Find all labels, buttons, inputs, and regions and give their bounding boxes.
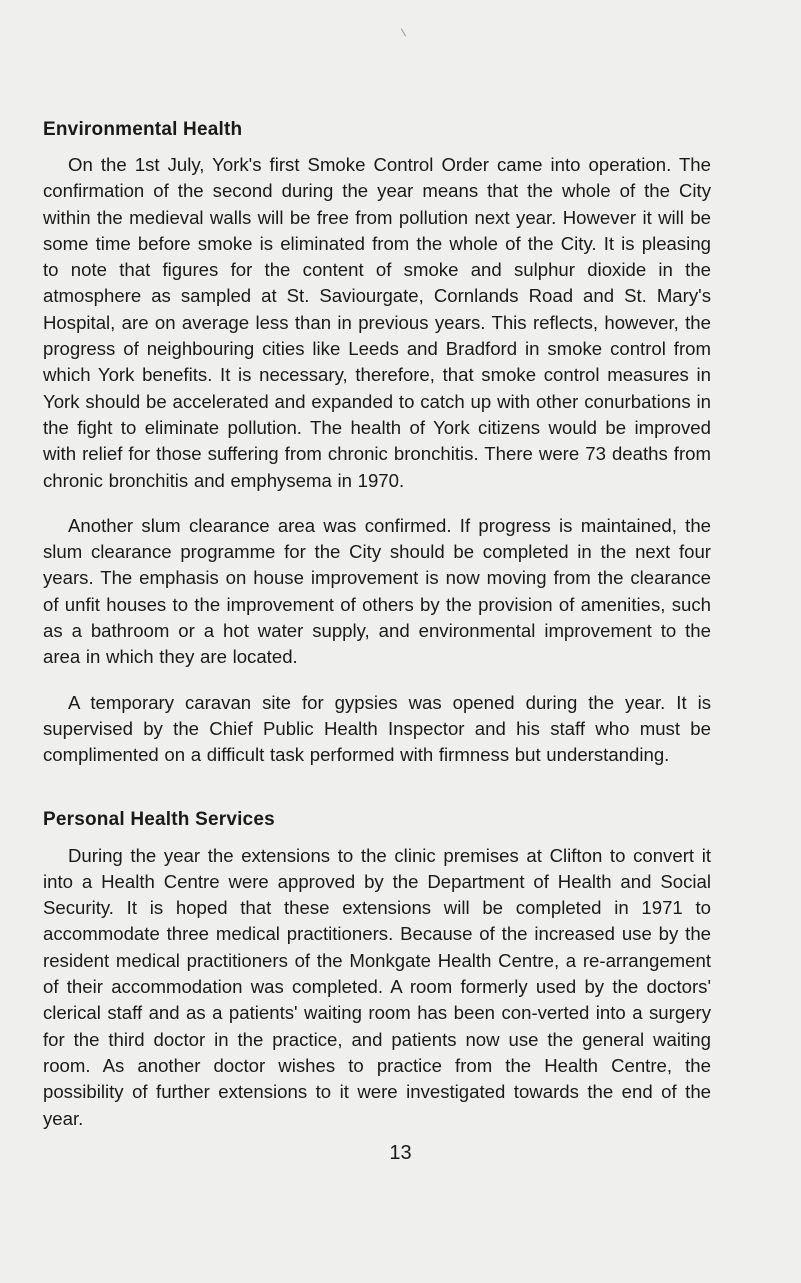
paragraph-caravan-site: A temporary caravan site for gypsies was opened during the year. It is supervised by the Chief Public Health Inspector and his staff who must be complimented on a difficult task performed with firmness but understanding. bbox=[43, 691, 711, 766]
stray-mark bbox=[401, 28, 406, 36]
paragraph-slum-clearance: Another slum clearance area was confirmed. If progress is maintained, the slum clearance programme for the City should be completed in the next four years. The emphasis on house improvement is now moving from the clearance of unfit houses to the improvement of others by the provision of amenities, such as a bathroom or a hot water supply, and environmental improvement to the area in which they are located. bbox=[43, 514, 711, 668]
paragraph-health-centre: During the year the extensions to the clinic premises at Clifton to convert it into a Health Centre were approved by the Department of Health and Social Security. It is hoped that these extensions will be completed in 1971 to accommodate three medical practitioners. Because of the increased use by the resident medical practitioners of the Monkgate Health Centre, a re-arrangement of their accommodation was completed. A room formerly used by the doctors' clerical staff and as a patients' waiting room has been con-verted into a surgery for the third doctor in the practice, and patients now use the general waiting room. As another doctor wishes to practice from the Health Centre, the possibility of further extensions to it were investigated towards the end of the year. bbox=[43, 844, 711, 1129]
section-heading-personal-health-services: Personal Health Services bbox=[43, 808, 275, 830]
page-number: 13 bbox=[389, 1142, 412, 1164]
section-heading-environmental-health: Environmental Health bbox=[43, 119, 243, 140]
paragraph-smoke-control: On the 1st July, York's first Smoke Control Order came into operation. The confirmation of the second during the year means that the whole of the City within the medieval walls will be free from pollution next year. However it will be some time before smoke is eliminated from the whole of the City. It is pleasing to note that figures for the content of smoke and sulphur dioxide in the atmosphere as sampled at St. Saviourgate, Cornlands Road and St. Mary's Hospital, are on average less than in previous years. This reflects, however, the progress of neighbouring cities like Leeds and Bradford in smoke control from which York benefits. It is necessary, therefore, that smoke control measures in York should be accelerated and expanded to catch up with other conurbations in the fight to eliminate pollution. The health of York citizens would be improved with relief for those suffering from chronic bronchitis. There were 73 deaths from chronic bronchitis and emphysema in 1970. bbox=[43, 154, 711, 491]
page-body bbox=[43, 115, 711, 1132]
